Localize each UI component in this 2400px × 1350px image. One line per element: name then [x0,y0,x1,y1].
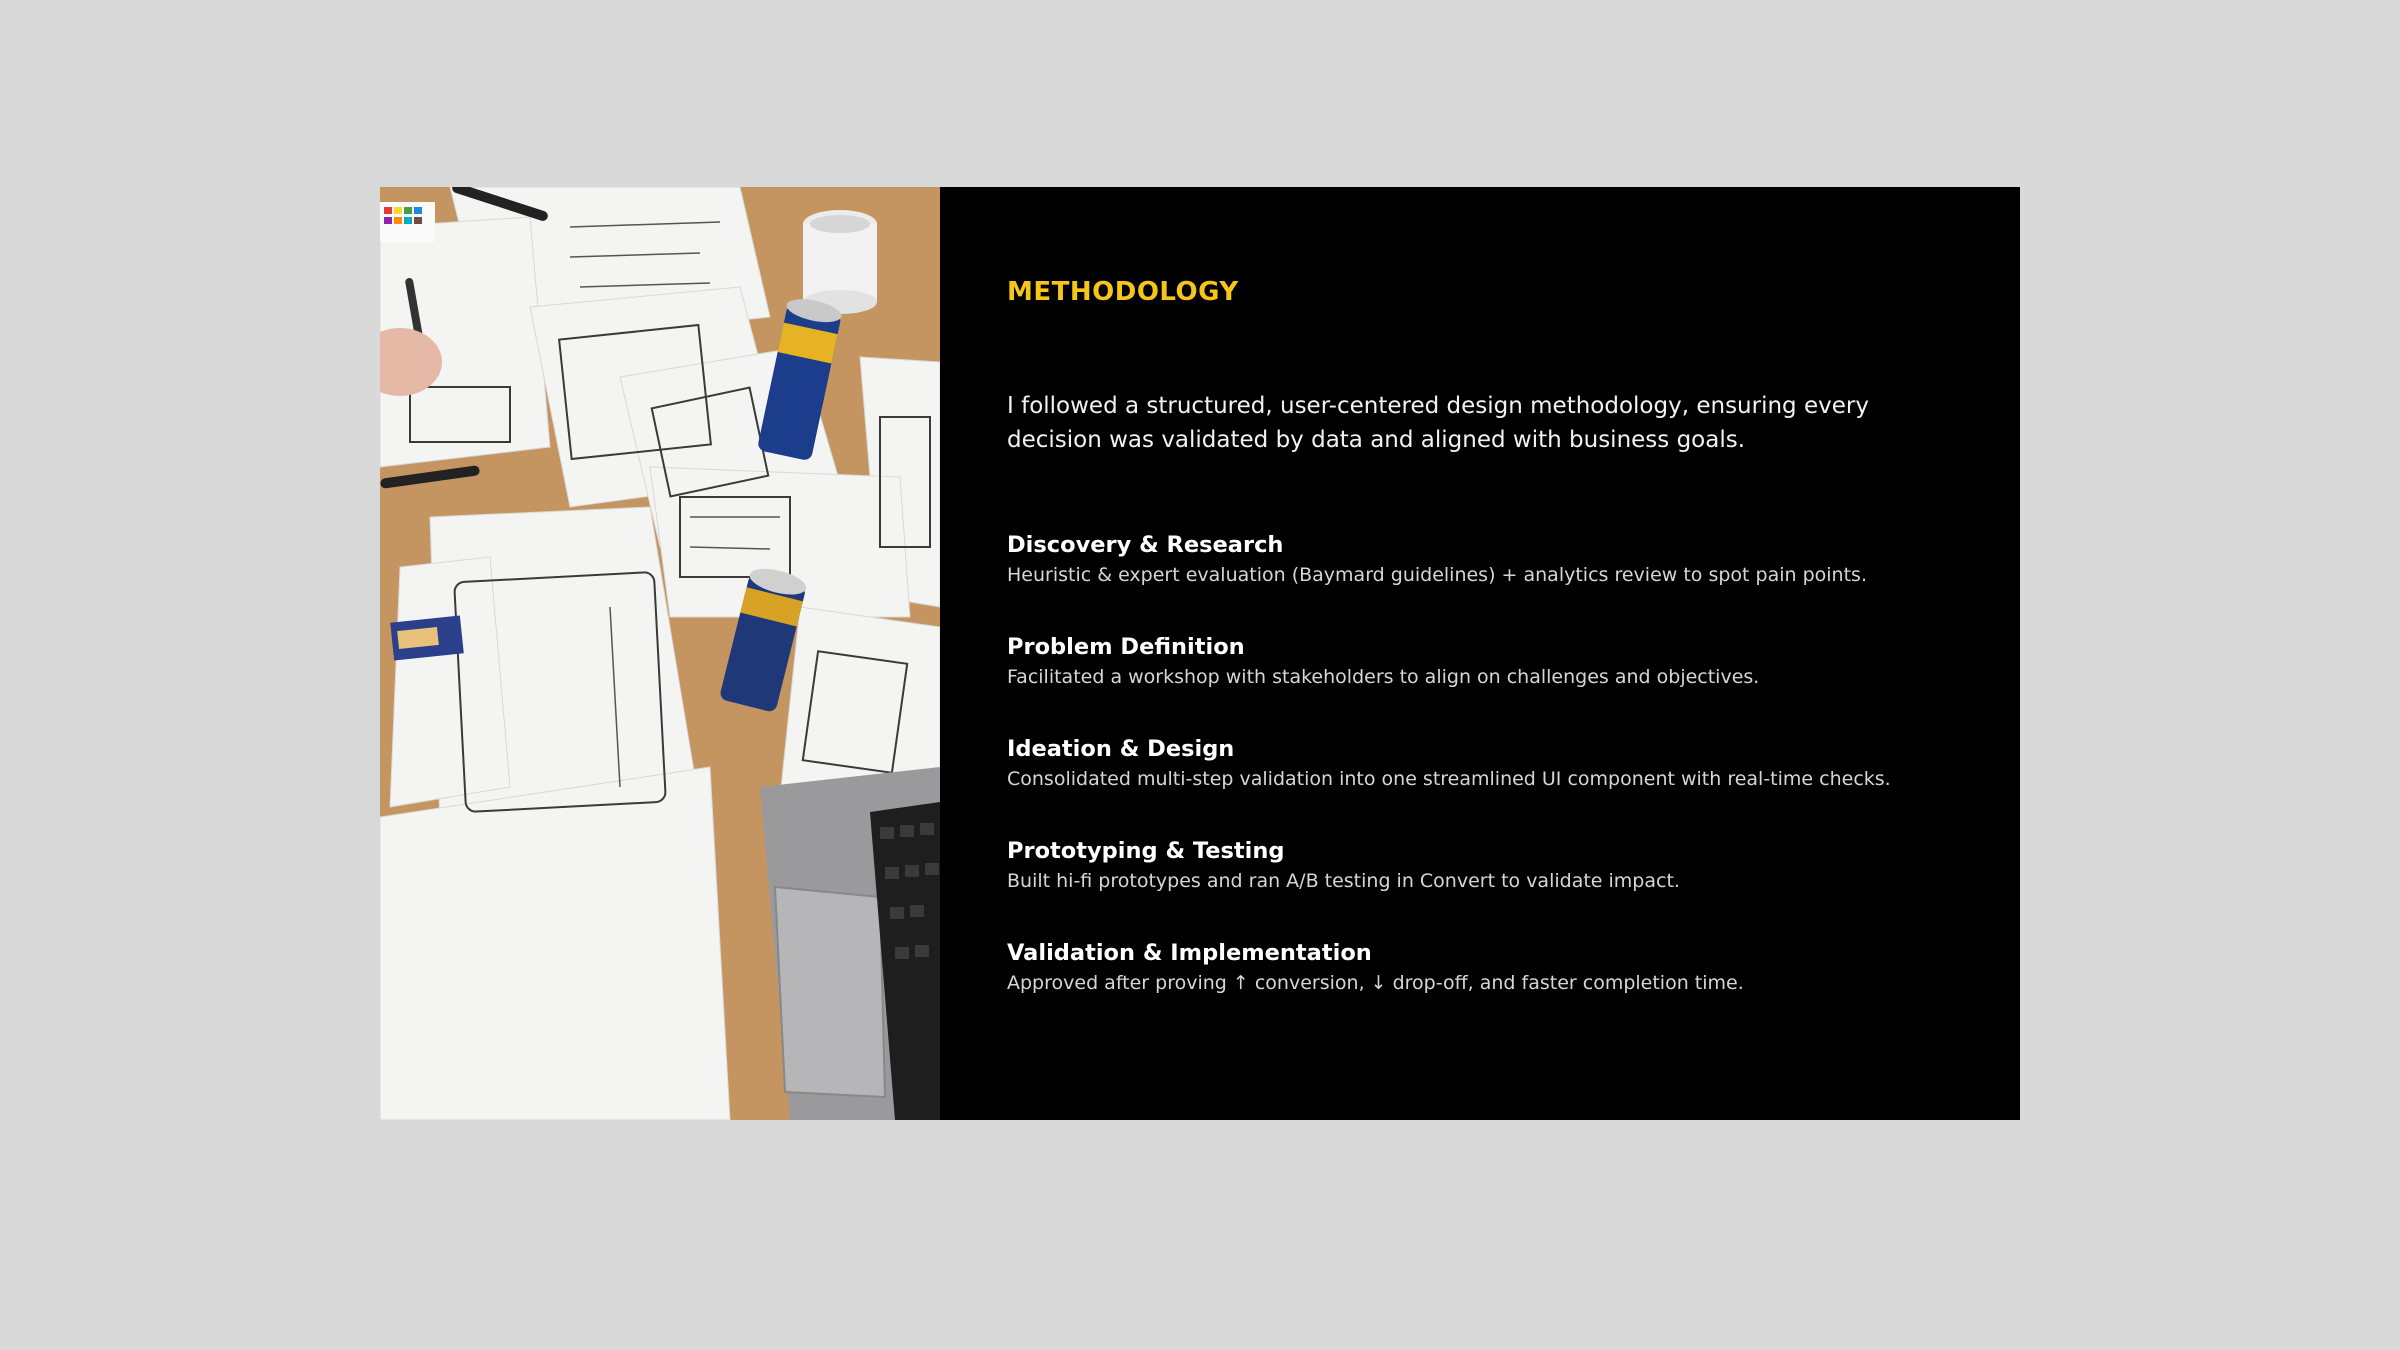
methodology-slide [380,187,2020,1120]
step-title: Ideation & Design [1007,736,1235,762]
step-title: Discovery & Research [1007,532,1284,558]
step-ideation-design [1007,734,1967,836]
section-heading: METHODOLOGY [1007,277,1239,307]
step-validation-implementation [1007,938,1967,1040]
step-discovery-research [1007,530,1967,632]
step-problem-definition [1007,632,1967,734]
step-title: Prototyping & Testing [1007,838,1285,864]
step-description: Approved after proving ↑ conversion, ↓ drop-off, and faster completion time. [1007,972,1744,994]
workshop-photo [380,187,940,1120]
methodology-panel [940,187,2020,1120]
step-prototyping-testing [1007,836,1967,938]
step-title: Problem Definition [1007,634,1245,660]
step-description: Heuristic & expert evaluation (Baymard guidelines) + analytics review to spot pain points. [1007,564,1867,586]
step-description: Facilitated a workshop with stakeholders to align on challenges and objectives. [1007,666,1760,688]
step-description: Built hi-fi prototypes and ran A/B testing in Convert to validate impact. [1007,870,1680,892]
intro-text: I followed a structured, user-centered design methodology, ensuring every decision was validated by data and aligned with business goals. [1007,393,1869,453]
methodology-steps [1007,530,1967,1040]
step-title: Validation & Implementation [1007,940,1372,966]
step-description: Consolidated multi-step validation into one streamlined UI component with real-time checks. [1007,768,1891,790]
